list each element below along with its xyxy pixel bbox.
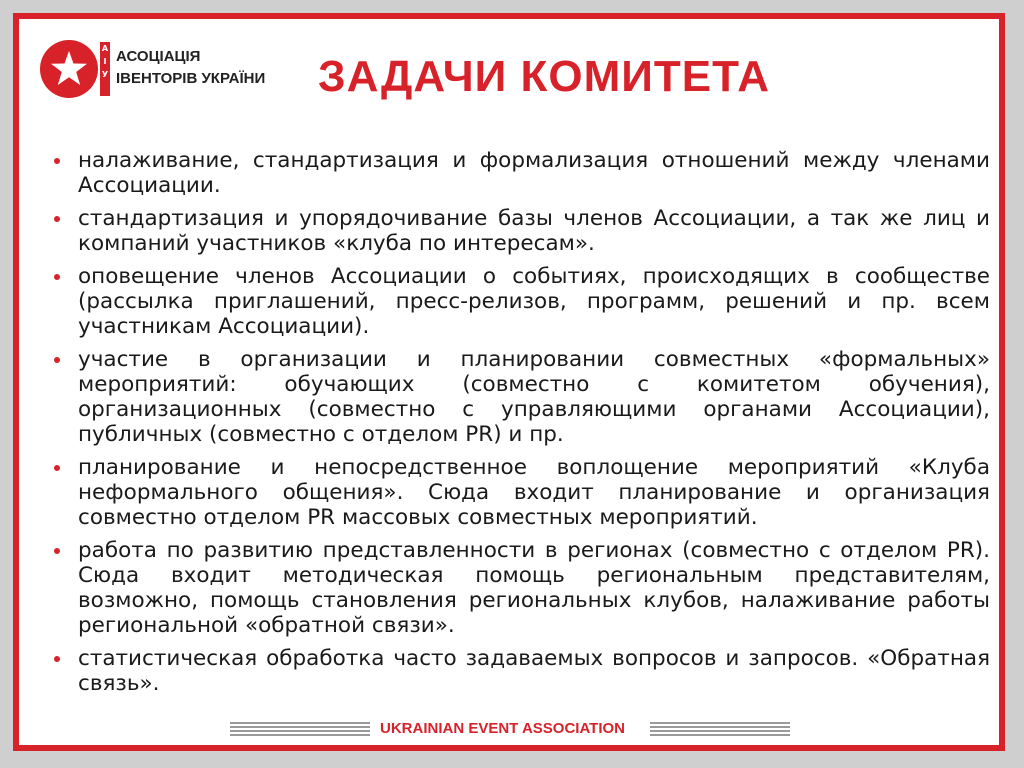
association-logo: [40, 40, 270, 100]
list-item: [48, 646, 990, 696]
footer: [230, 718, 790, 740]
logo-side-letter: У: [101, 70, 109, 79]
list-item-text: статистическая обработка часто задаваемых вопросов и запросов. «Обратная связь».: [78, 646, 990, 696]
star-icon: [49, 49, 89, 89]
bullet-icon: [54, 274, 60, 280]
footer-label: UKRAINIAN EVENT ASSOCIATION: [380, 720, 626, 737]
logo-side-letter: А: [101, 44, 109, 53]
bullet-icon: [54, 216, 60, 222]
bullet-icon: [54, 465, 60, 471]
footer-stripes-left: [230, 722, 370, 736]
list-item: [48, 455, 990, 530]
bullet-icon: [54, 548, 60, 554]
list-item-text: планирование и непосредственное воплощение мероприятий «Клуба неформального общения». Сюда входит планирование и организация совместно отделом PR массовых совместных мероприятий.: [78, 455, 990, 530]
bullet-icon: [54, 158, 60, 164]
list-item-text: налаживание, стандартизация и формализация отношений между членами Ассоциации.: [78, 148, 990, 198]
list-item: [48, 206, 990, 256]
logo-side-bar: [100, 42, 110, 96]
list-item-text: оповещение членов Ассоциации о событиях, происходящих в сообществе (рассылка приглашений, пресс-релизов, программ, решений и пр. всем участникам Ассоциации).: [78, 264, 990, 339]
list-item: [48, 538, 990, 638]
logo-line-1: АСОЦІАЦІЯ: [116, 48, 201, 65]
list-item-text: стандартизация и упорядочивание базы членов Ассоциации, а так же лиц и компаний участников «клуба по интересам».: [78, 206, 990, 256]
list-item-text: участие в организации и планировании совместных «формальных» мероприятий: обучающих (совместно с комитетом обучения), организационных (совместно с управляющими органами Ассоциации), публичных (совместно с отделом PR) и пр.: [78, 347, 990, 447]
bullet-list: [48, 148, 990, 704]
logo-emblem: [40, 40, 98, 98]
list-item: [48, 148, 990, 198]
page-title: ЗАДАЧИ КОМИТЕТА: [318, 52, 770, 101]
bullet-icon: [54, 357, 60, 363]
footer-stripes-right: [650, 722, 790, 736]
logo-text: [116, 46, 265, 90]
logo-side-letter: І: [103, 57, 107, 66]
bullet-icon: [54, 656, 60, 662]
list-item: [48, 264, 990, 339]
list-item: [48, 347, 990, 447]
logo-line-2: ІВЕНТОРІВ УКРАЇНИ: [116, 70, 266, 87]
list-item-text: работа по развитию представленности в регионах (совместно с отделом PR). Сюда входит методическая помощь региональным представителям, возможно, помощь становления региональных клубов, налаживание работы региональной «обратной связи».: [78, 538, 990, 638]
